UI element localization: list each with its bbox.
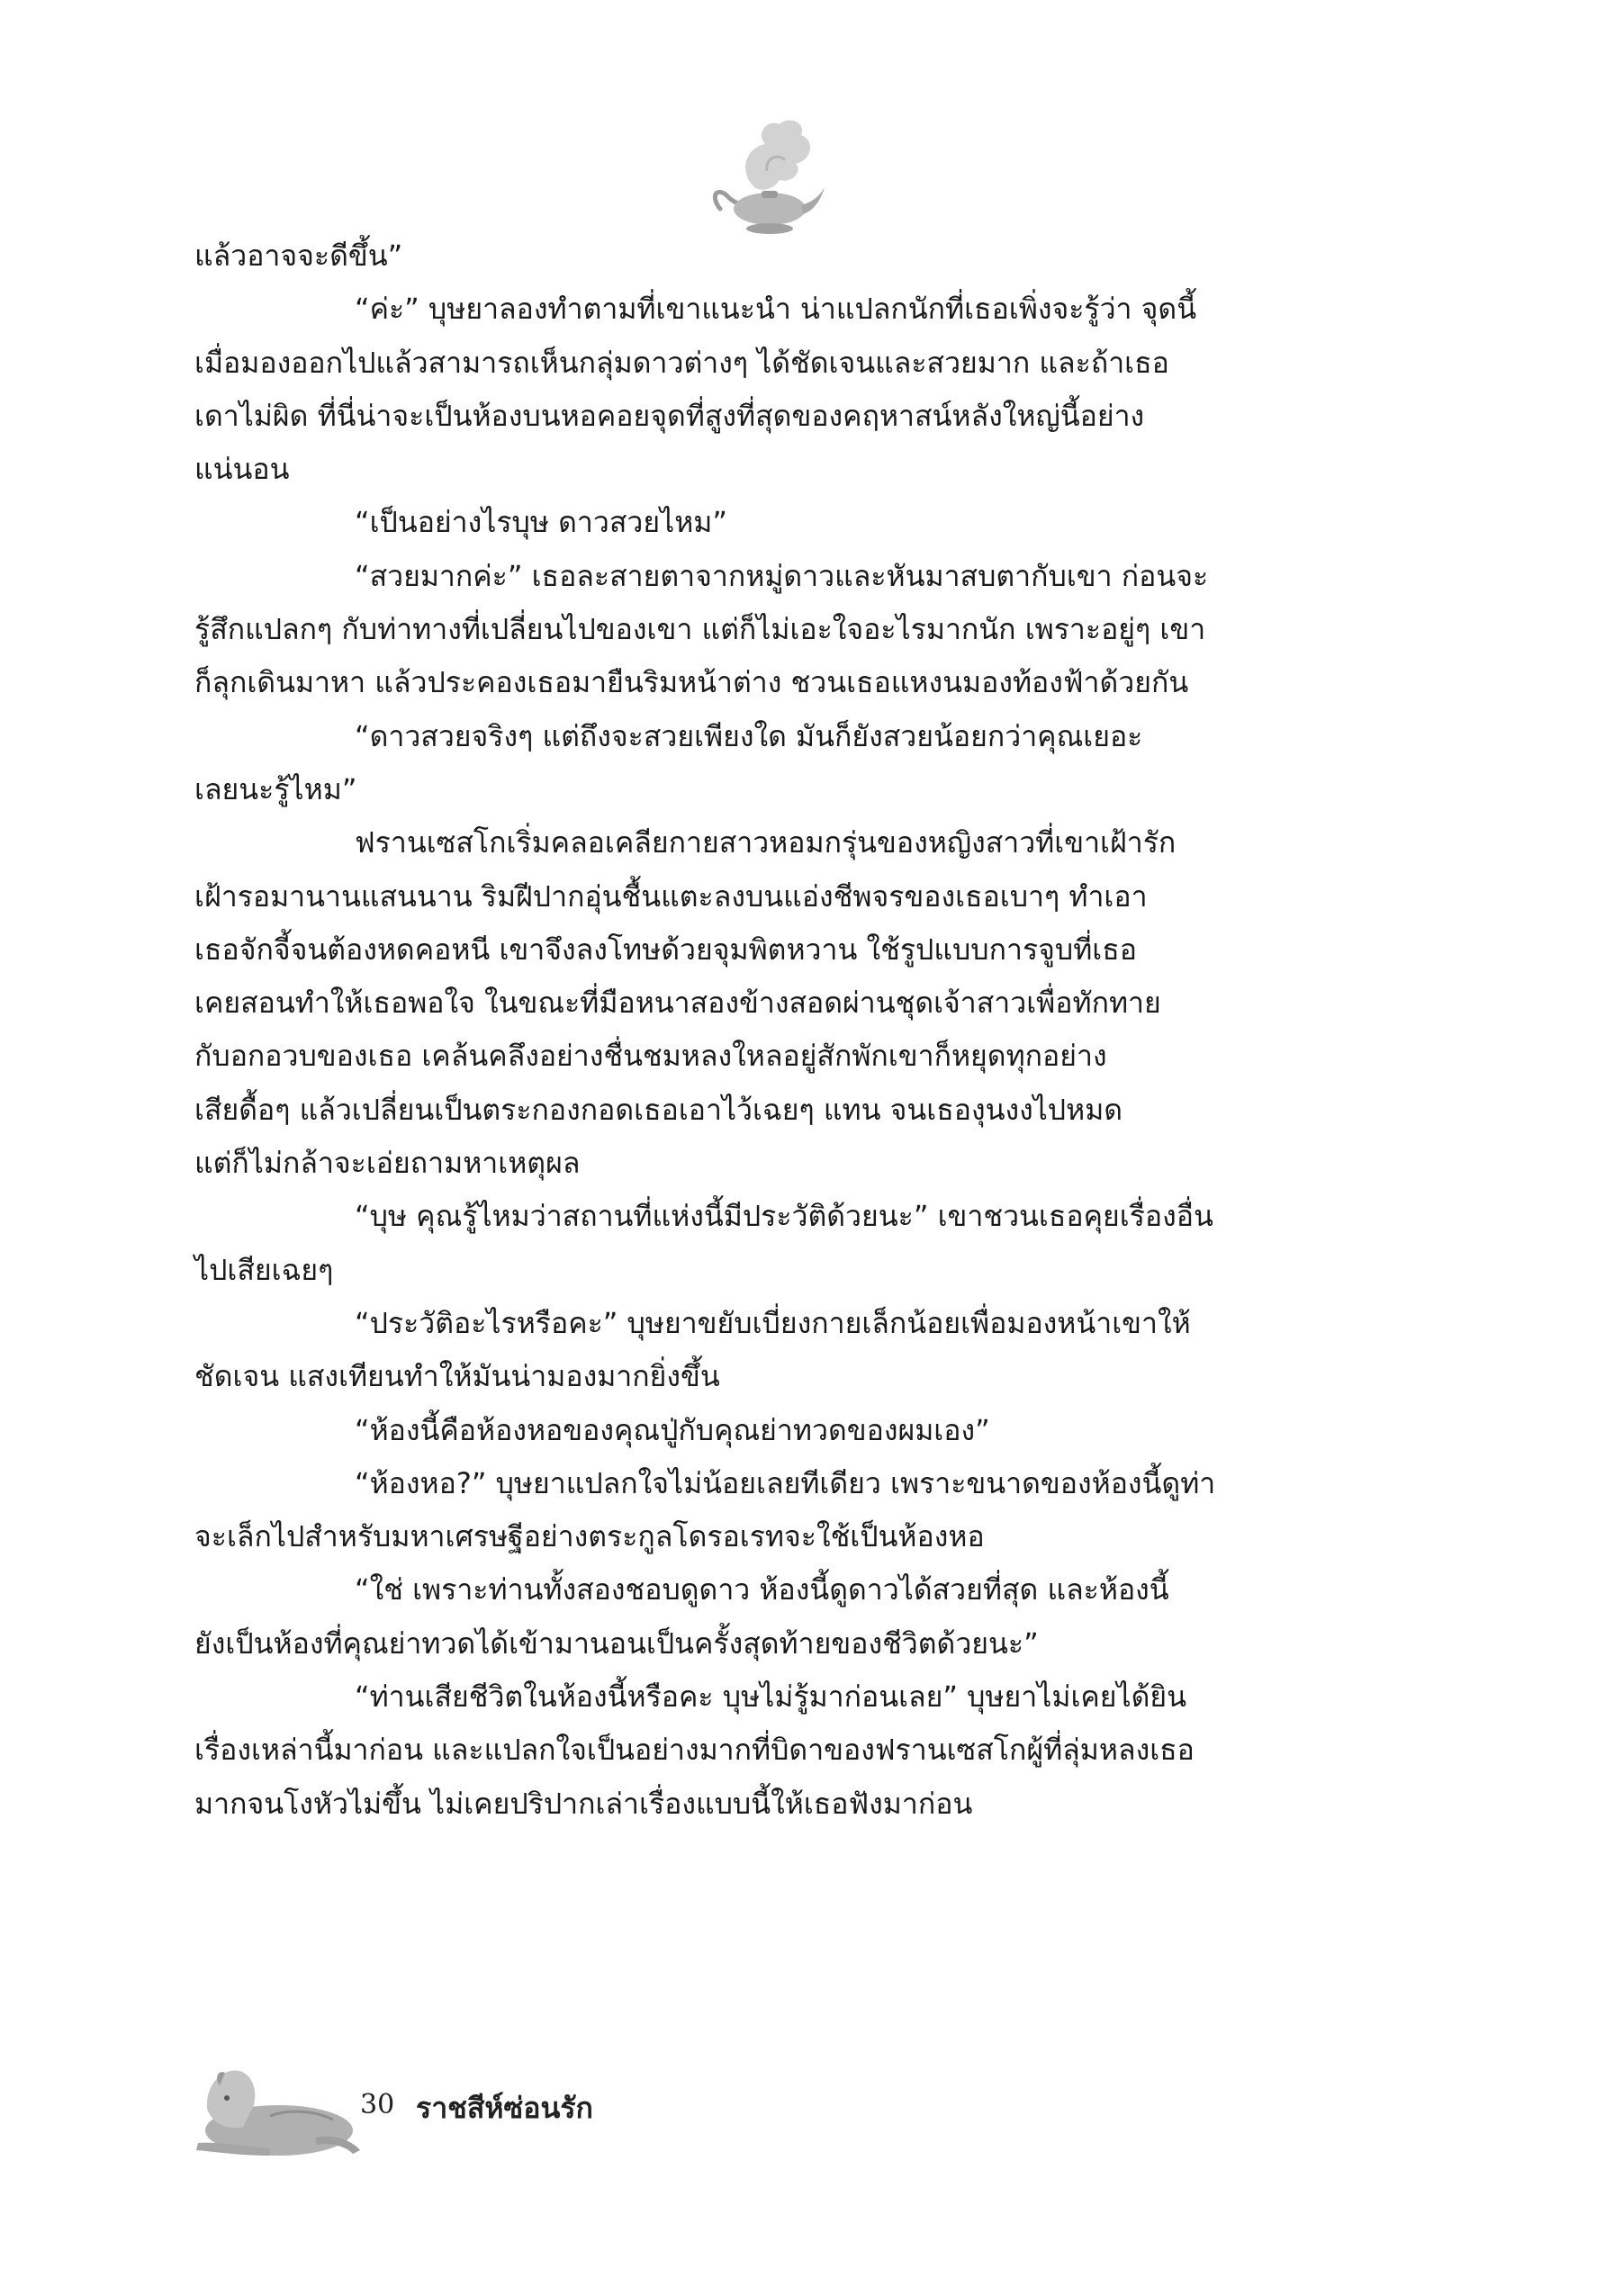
page-number: 30 [360,2089,395,2120]
text-line: แล้วอาจจะดีขึ้น” [194,239,403,273]
text-line: เสียดื้อๆ แล้วเปลี่ยนเป็นตระกองกอดเธอเอาไว้เฉยๆ แทน จนเธองุนงงไปหมด [194,1092,1123,1127]
text-line: “ท่านเสียชีวิตในห้องนี้หรือคะ บุษไม่รู้มาก่อนเลย” บุษยาไม่เคยได้ยิน [355,1679,1187,1715]
text-line: “เป็นอย่างไรบุษ ดาวสวยไหม” [355,505,727,540]
text-line: “ใช่ เพราะท่านทั้งสองชอบดูดาว ห้องนี้ดูดาวได้สวยที่สุด และห้องนี้ [355,1572,1169,1607]
text-line: “บุษ คุณรู้ไหมว่าสถานที่แห่งนี้มีประวัติด้วยนะ” เขาชวนเธอคุยเรื่องอื่น [355,1199,1213,1234]
text-line: “สวยมากค่ะ” เธอละสายตาจากหมู่ดาวและหันมาสบตากับเขา ก่อนจะ [355,558,1209,593]
text-line: เมื่อมองออกไปแล้วสามารถเห็นกลุ่มดาวต่างๆ ได้ชัดเจนและสวยมาก และถ้าเธอ [194,345,1169,380]
text-line: ก็ลุกเดินมาหา แล้วประคองเธอมายืนริมหน้าต่าง ชวนเธอแหงนมองท้องฟ้าด้วยกัน [194,665,1189,700]
text-line: ฟรานเซสโกเริ่มคลอเคลียกายสาวหอมกรุ่นของหญิงสาวที่เขาเฝ้ารัก [355,825,1177,860]
text-line: “ประวัติอะไรหรือคะ” บุษยาขยับเบี่ยงกายเล็กน้อยเพื่อมองหน้าเขาให้ [355,1305,1191,1340]
magic-lamp-icon [702,108,828,243]
text-line: ยังเป็นห้องที่คุณย่าทวดได้เข้ามานอนเป็นครั้งสุดท้ายของชีวิตด้วยนะ” [194,1625,1039,1661]
text-line: จะเล็กไปสำหรับมหาเศรษฐีอย่างตระกูลโดรอเรทจะใช้เป็นห้องหอ [194,1519,985,1554]
text-line: ไปเสียเฉยๆ [194,1252,334,1287]
book-title: ราชสีห์ซ่อนรัก [416,2091,593,2125]
text-line: “ดาวสวยจริงๆ แต่ถึงจะสวยเพียงใด มันก็ยังสวยน้อยกว่าคุณเยอะ [355,718,1143,753]
page-footer [180,2030,720,2192]
text-line: แต่ก็ไม่กล้าจะเอ่ยถามหาเหตุผล [194,1146,581,1181]
text-line: มากจนโงหัวไม่ขึ้น ไม่เคยปริปากเล่าเรื่องแบบนี้ให้เธอฟังมาก่อน [194,1786,973,1821]
text-line: เดาไม่ผิด ที่นี่น่าจะเป็นห้องบนหอคอยจุดที่สูงที่สุดของคฤหาสน์หลังใหญ่นี้อย่าง [194,398,1145,433]
text-line: รู้สึกแปลกๆ กับท่าทางที่เปลี่ยนไปของเขา แต่ก็ไม่เอะใจอะไรมากนัก เพราะอยู่ๆ เขา [194,612,1206,647]
body-text [194,230,1338,1831]
text-line: “ห้องหอ?” บุษยาแปลกใจไม่น้อยเลยทีเดียว เพราะขนาดของห้องนี้ดูท่า [355,1465,1216,1500]
text-line: เคยสอนทำให้เธอพอใจ ในขณะที่มือหนาสองข้างสอดผ่านชุดเจ้าสาวเพื่อทักทาย [194,986,1161,1021]
text-line: เฝ้ารอมานานแสนนาน ริมฝีปากอุ่นชื้นแตะลงบนแอ่งชีพจรของเธอเบาๆ ทำเอา [194,878,1148,914]
lioness-icon [180,2030,369,2174]
text-line: เลยนะรู้ไหม” [194,771,357,806]
text-line: กับอกอวบของเธอ เคล้นคลึงอย่างชื่นชมหลงใหลอยู่สักพักเขาก็หยุดทุกอย่าง [194,1039,1107,1074]
text-line: “ค่ะ” บุษยาลองทำตามที่เขาแนะนำ น่าแปลกนักที่เธอเพิ่งจะรู้ว่า จุดนี้ [355,292,1197,327]
text-line: แน่นอน [194,452,290,487]
text-line: ชัดเจน แสงเทียนทำให้มันน่ามองมากยิ่งขึ้น [194,1359,720,1394]
text-line: เธอจักจี้จนต้องหดคอหนี เขาจึงลงโทษด้วยจุมพิตหวาน ใช้รูปแบบการจูบที่เธอ [194,932,1137,967]
text-line: เรื่องเหล่านี้มาก่อน และแปลกใจเป็นอย่างมากที่บิดาของฟรานเซสโกผู้ที่ลุ่มหลงเธอ [194,1733,1195,1768]
text-line: “ห้องนี้คือห้องหอของคุณปู่กับคุณย่าทวดของผมเอง” [355,1412,990,1447]
